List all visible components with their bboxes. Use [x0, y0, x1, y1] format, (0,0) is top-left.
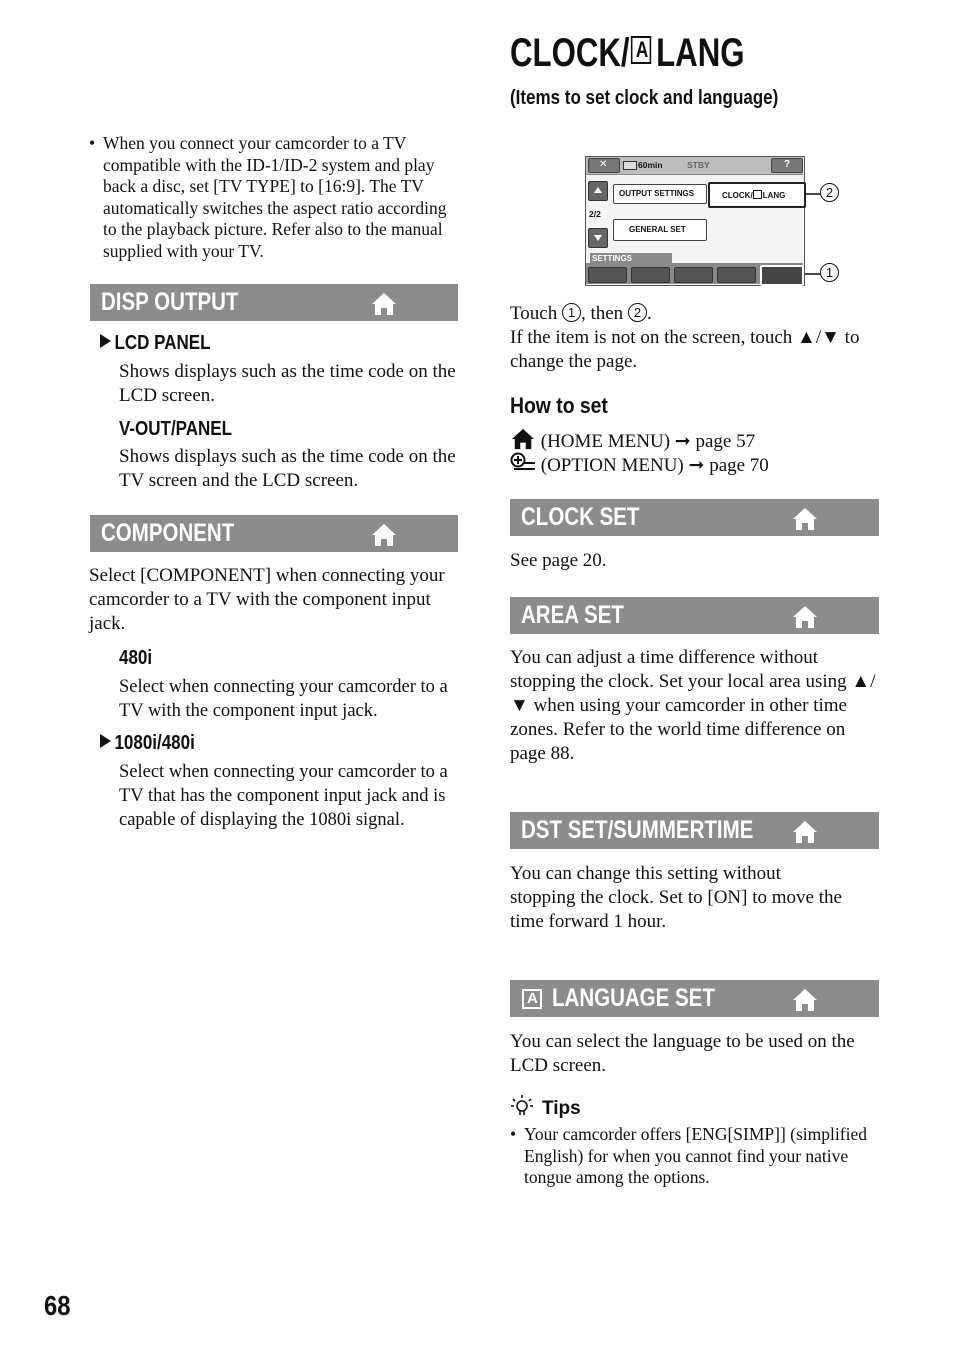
- tips-heading: Tips: [510, 1094, 581, 1120]
- callout-2: 2: [820, 183, 839, 204]
- status-text: STBY: [687, 160, 710, 170]
- tab-settings-icon: [760, 265, 804, 286]
- disp-output-bar: [90, 284, 458, 321]
- area-set-bar: [510, 597, 879, 634]
- option-lcd-panel-desc: Shows displays such as the time code on the LCD screen.: [119, 361, 456, 406]
- page-down-button: [588, 228, 608, 248]
- page-title: [510, 30, 811, 76]
- page-number: 68: [44, 1290, 71, 1321]
- screen-status-bar: [586, 157, 803, 175]
- dst-set-bar: [510, 812, 879, 849]
- home-icon: [371, 292, 397, 316]
- up-arrow-icon: [594, 187, 602, 193]
- home-icon: [792, 820, 818, 844]
- close-icon: ✕: [599, 159, 608, 170]
- component-desc: Select [COMPONENT] when connecting your camcorder to a TV with the component input jack.: [89, 565, 445, 634]
- dst-set-desc: You can change this setting without stopping the clock. Set to [ON] to move the time forward 1 hour.: [510, 863, 842, 932]
- home-menu-line: (HOME MENU) ➞ page 57: [510, 428, 880, 454]
- option-menu-line: (OPTION MENU) ➞ page 70: [510, 452, 880, 478]
- dst-set-title: DST SET/SUMMERTIME: [521, 816, 754, 844]
- tab-camera-icon: [588, 267, 627, 283]
- tab-media-icon: [717, 267, 756, 283]
- option-menu-icon: [510, 452, 536, 474]
- home-icon: [510, 428, 536, 450]
- page-up-button: [588, 181, 608, 201]
- title-part2: LANG: [656, 31, 745, 75]
- tips-bullet: • Your camcorder offers [ENG[SIMP]] (simplified English) for when you cannot find your native tongue among the options.: [510, 1124, 867, 1187]
- area-set-title: AREA SET: [521, 601, 624, 629]
- title-part1: CLOCK/: [510, 31, 630, 75]
- page-indicator: 2/2: [589, 209, 601, 219]
- default-marker-icon: [100, 734, 111, 748]
- option-480i-desc: Select when connecting your camcorder to a TV with the component input jack.: [119, 677, 448, 721]
- page-subtitle: (Items to set clock and language): [510, 87, 779, 109]
- page-change-note: If the item is not on the screen, touch ▲/▼ to change the page.: [510, 327, 860, 372]
- home-icon: [792, 988, 818, 1012]
- tips-icon: [510, 1094, 534, 1118]
- intro-note: • When you connect your camcorder to a TV compatible with the ID-1/ID-2 system and play back a disc, set [TV TYPE] to [16:9]. The TV automatically switches the aspect ratio according to the playback picture. Refer also to the manual supplied with your TV.: [89, 133, 447, 261]
- help-button: ?: [771, 158, 803, 173]
- lang-icon: [753, 190, 762, 199]
- home-icon: [371, 523, 397, 547]
- general-set-button: GENERAL SET: [613, 219, 707, 241]
- option-1080i-480i: 1080i/480i: [100, 732, 195, 755]
- disp-output-title: DISP OUTPUT: [101, 288, 239, 316]
- default-marker-icon: [100, 334, 111, 348]
- callout-1: 1: [820, 263, 839, 284]
- close-button: [588, 158, 620, 173]
- tab-list-icon: [674, 267, 713, 283]
- language-set-bar: [510, 980, 879, 1017]
- home-icon: [792, 507, 818, 531]
- clock-set-desc: See page 20.: [510, 550, 607, 571]
- touch-instruction: Touch 1 , then 2 .: [510, 303, 652, 324]
- arrow-icon: ➞: [674, 431, 691, 452]
- option-480i: 480i: [119, 647, 153, 669]
- clock-lang-button: CLOCK/ LANG: [708, 182, 806, 208]
- arrow-icon: ➞: [688, 455, 705, 476]
- tab-label: SETTINGS: [590, 253, 672, 264]
- settings-screen-illustration: [585, 156, 805, 286]
- down-arrow-icon: [594, 235, 602, 241]
- language-set-desc: You can select the language to be used on the LCD screen.: [510, 1031, 855, 1076]
- tab-playback-icon: [631, 267, 670, 283]
- clock-set-bar: [510, 499, 879, 536]
- option-v-out-panel: V-OUT/PANEL: [119, 418, 233, 440]
- lang-icon: A: [631, 36, 651, 64]
- output-settings-button: OUTPUT SETTINGS: [613, 184, 707, 204]
- home-icon: [792, 605, 818, 629]
- battery-time: 60min: [638, 160, 663, 170]
- language-set-title: LANGUAGE SET: [552, 984, 715, 1012]
- option-lcd-panel: LCD PANEL: [100, 332, 210, 355]
- option-v-out-panel-desc: Shows displays such as the time code on the TV screen and the LCD screen.: [119, 446, 456, 491]
- battery-icon: [623, 161, 637, 170]
- component-title: COMPONENT: [101, 519, 235, 547]
- clock-set-title: CLOCK SET: [521, 503, 640, 531]
- lang-icon: A: [522, 989, 542, 1009]
- component-bar: [90, 515, 458, 552]
- option-1080i-480i-desc: Select when connecting your camcorder to a TV that has the component input jack and is capable of displaying the 1080i signal.: [119, 762, 448, 830]
- screen-tab-bar: [586, 254, 803, 284]
- how-to-set-heading: How to set: [510, 393, 608, 418]
- area-set-desc: You can adjust a time difference without stopping the clock. Set your local area using ▲/▼ when using your camcorder in other time zones. Refer to the world time difference on page 88.: [510, 647, 876, 764]
